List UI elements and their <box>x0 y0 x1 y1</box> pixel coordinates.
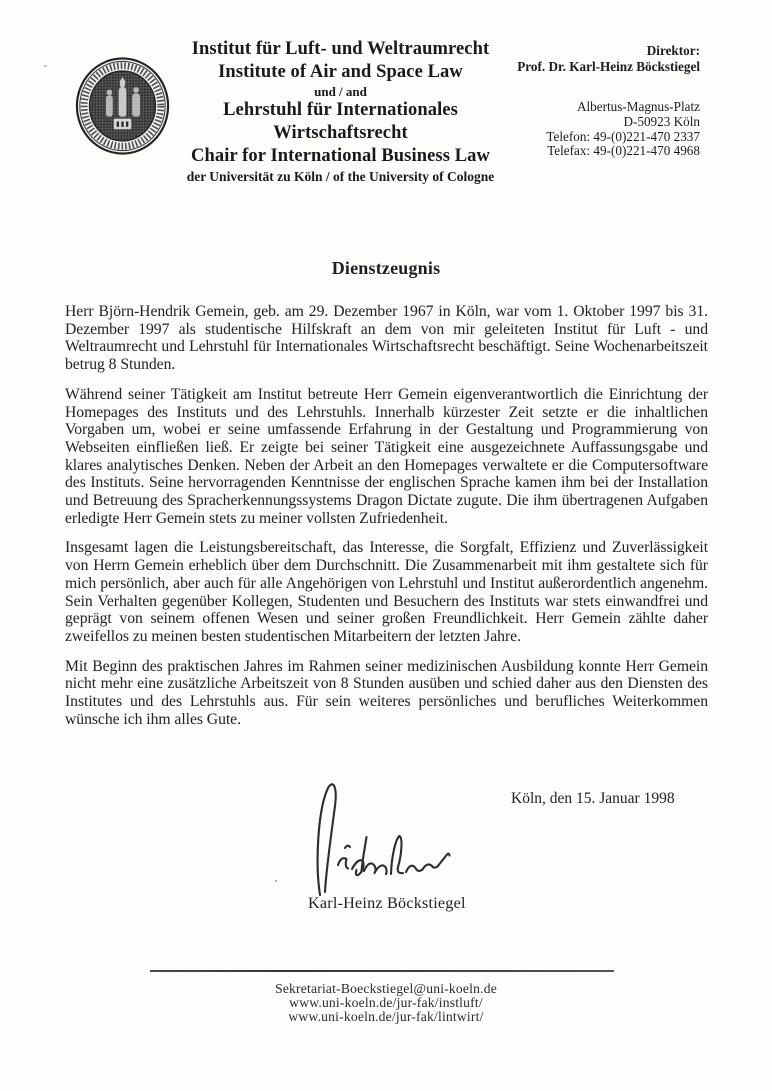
director-label: Direktor: <box>646 43 700 58</box>
paragraph-evaluation: Insgesamt lagen die Leistungsbereitschaft, das Interesse, die Sorgfalt, Effizienz und Zuverlässigkeit von Herrn Gemein erheblich über dem Durchschnitt. Die Zusammenarbeit mit ihm gestaltete sich für mich persönlich, aber auch für alle Angehörigen von Lehrstuhl und Institut außerordentlich angenehm. Sein Verhalten gegenüber Kollegen, Studenten und Besuchern des Instituts war stets einwandfrei und geprägt von seinem offenen Wesen und seiner großen Freundlichkeit. Herr Gemein zählte daher zweifellos zu meinen besten studentischen Mitarbeitern der letzten Jahre. <box>65 539 708 645</box>
footer-url-institute: www.uni-koeln.de/jur-fak/instluft/ <box>289 994 483 1010</box>
letterhead-contact-block <box>517 43 700 159</box>
paragraph-employment-period: Herr Björn-Hendrik Gemein, geb. am 29. Dezember 1967 in Köln, war vom 1. Oktober 1997 bis 31. Dezember 1997 als studentische Hilfskraft an dem von mir geleiteten Institut für Luft - und Weltraumrecht und Lehrstuhl für Internationales Wirtschaftsrecht beschäftigt. Seine Wochenarbeitszeit betrug 8 Stunden. <box>65 303 708 374</box>
chair-name-en: Chair for International Business Law <box>191 146 490 166</box>
letter-body <box>65 303 708 740</box>
chair-name-de-1: Lehrstuhl für Internationales <box>223 100 458 120</box>
footer-divider <box>150 970 614 972</box>
address-street: Albertus-Magnus-Platz <box>576 99 700 114</box>
spacer <box>517 74 700 100</box>
footer-contact-block <box>0 982 772 1024</box>
paragraph-duties: Während seiner Tätigkeit am Institut betreute Herr Gemein eigenverantwortlich die Einrichtung der Homepages des Instituts und des Lehrstuhls. Innerhalb kürzester Zeit setzte er die inhaltlichen Vorgaben um, wobei er seine umfassende Erfahrung in der Gestaltung und Programmierung von Webseiten einfließen ließ. Er zeigte bei seiner Tätigkeit eine ausgezeichnete Auffassungsgabe und klares analytisches Denken. Neben der Arbeit an den Homepages verwaltete er die Computersoftware des Instituts. Seine hervorragenden Kenntnisse der englischen Sprache kamen ihm bei der Installation und Betreuung des Spracherkennungssystems Dragon Dictate zugute. Die ihm übertragenen Aufgaben erledigte Herr Gemein stets zu meiner vollsten Zufriedenheit. <box>65 385 708 527</box>
letterhead-institute-block <box>168 38 513 186</box>
handwritten-signature-icon <box>298 779 470 903</box>
scan-artifact <box>275 880 277 882</box>
director-name: Prof. Dr. Karl-Heinz Böckstiegel <box>517 58 700 74</box>
fax-line: Telefax: 49-(0)221-470 4968 <box>547 143 700 159</box>
footer-url-chair: www.uni-koeln.de/jur-fak/lintwirt/ <box>288 1008 484 1024</box>
and-separator: und / and <box>314 84 367 99</box>
chair-name-de-2: Wirtschaftsrecht <box>273 123 408 143</box>
address-city: D-50923 Köln <box>623 113 700 129</box>
institute-name-en: Institute of Air and Space Law <box>218 62 463 82</box>
scan-artifact <box>44 65 47 67</box>
phone-line: Telefon: 49-(0)221-470 2337 <box>546 128 700 144</box>
document-title: Dienstzeugnis <box>331 258 441 278</box>
institute-name-de: Institut für Luft- und Weltraumrecht <box>191 39 490 59</box>
footer-email: Sekretariat-Boeckstiegel@uni-koeln.de <box>275 981 497 996</box>
university-line: der Universität zu Köln / of the University of Cologne <box>186 169 495 184</box>
date-line: Köln, den 15. Januar 1998 <box>511 790 675 807</box>
paragraph-departure: Mit Beginn des praktischen Jahres im Rahmen seiner medizinischen Ausbildung konnte Herr Gemein nicht mehr eine zusätzliche Arbeitszeit von 8 Stunden ausüben und schied daher aus den Diensten des Institutes und des Lehrstuhls aus. Für sein weiteres persönliches und berufliches Weiterkommen wünsche ich ihm alles Gute. <box>65 657 708 728</box>
signature-name: Karl-Heinz Böckstiegel <box>308 894 466 912</box>
university-of-cologne-seal-icon <box>74 56 171 156</box>
